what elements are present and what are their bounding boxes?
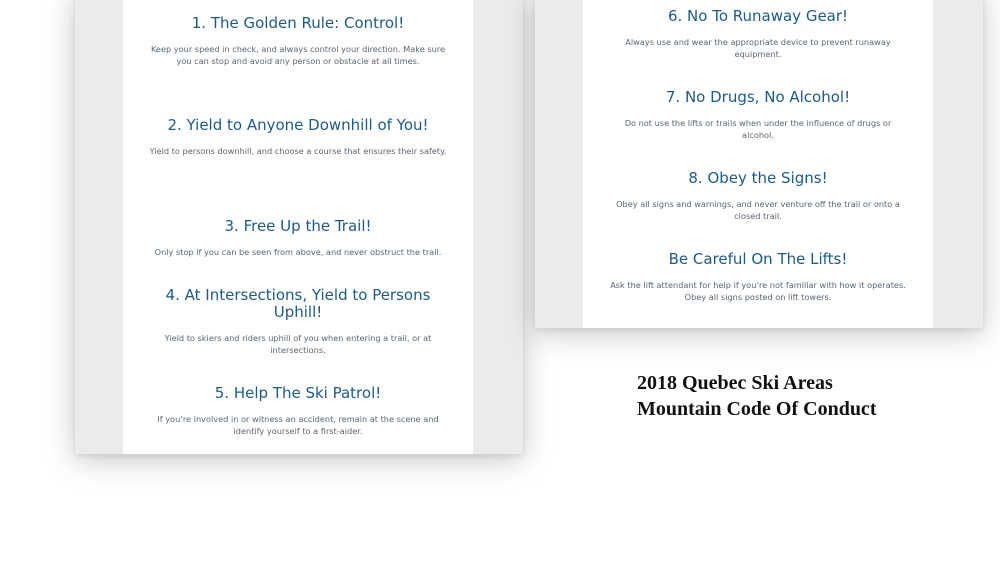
rule-description: If you’re involved in or witness an accident, remain at the scene and identify yourself to a first-aider. <box>157 414 439 436</box>
code-card-left <box>75 0 523 454</box>
document-caption <box>637 370 977 422</box>
rule-title: 6. No To Runaway Gear! <box>667 7 849 25</box>
rule-description: Do not use the lifts or trails when under the influence of drugs or alcohol. <box>624 118 892 140</box>
rule-description: Yield to skiers and riders uphill of you when entering a trail, or at intersections. <box>164 333 432 355</box>
rule-title: 7. No Drugs, No Alcohol! <box>665 88 851 106</box>
rule-description: Keep your speed in check, and always control your direction. Make sure you can stop and avoid any person or obstacle at all times. <box>150 44 446 66</box>
rule-2 <box>123 117 473 158</box>
rule-4 <box>123 287 473 356</box>
rule-8 <box>583 170 933 222</box>
caption-line-1: 2018 Quebec Ski Areas <box>637 372 833 394</box>
rule-6 <box>583 8 933 60</box>
rule-1 <box>123 15 473 67</box>
code-card-right <box>535 0 983 328</box>
caption-line-2: Mountain Code Of Conduct <box>637 398 877 420</box>
rule-lifts <box>583 251 933 303</box>
rule-5 <box>123 385 473 437</box>
rule-description: Yield to persons downhill, and choose a course that ensures their safety. <box>149 146 447 156</box>
rule-title: Be Careful On The Lifts! <box>668 250 848 268</box>
rule-title: 4. At Intersections, Yield to Persons Uphill! <box>165 286 431 321</box>
rule-description: Only stop if you can be seen from above, and never obstruct the trail. <box>154 247 442 257</box>
rule-title: 1. The Golden Rule: Control! <box>191 14 405 32</box>
rule-title: 2. Yield to Anyone Downhill of You! <box>167 116 429 134</box>
code-card-right-page <box>583 0 933 328</box>
rule-description: Always use and wear the appropriate device to prevent runaway equipment. <box>625 37 891 59</box>
rule-3 <box>123 218 473 259</box>
rule-title: 5. Help The Ski Patrol! <box>214 384 382 402</box>
rule-title: 8. Obey the Signs! <box>688 169 828 187</box>
rule-7 <box>583 89 933 141</box>
rule-title: 3. Free Up the Trail! <box>224 217 372 235</box>
rule-description: Ask the lift attendant for help if you’re not familiar with how it operates. Obey all signs posted on lift towers. <box>610 280 906 302</box>
code-card-left-page <box>123 0 473 454</box>
rule-description: Obey all signs and warnings, and never venture off the trail or onto a closed trail. <box>616 199 900 221</box>
